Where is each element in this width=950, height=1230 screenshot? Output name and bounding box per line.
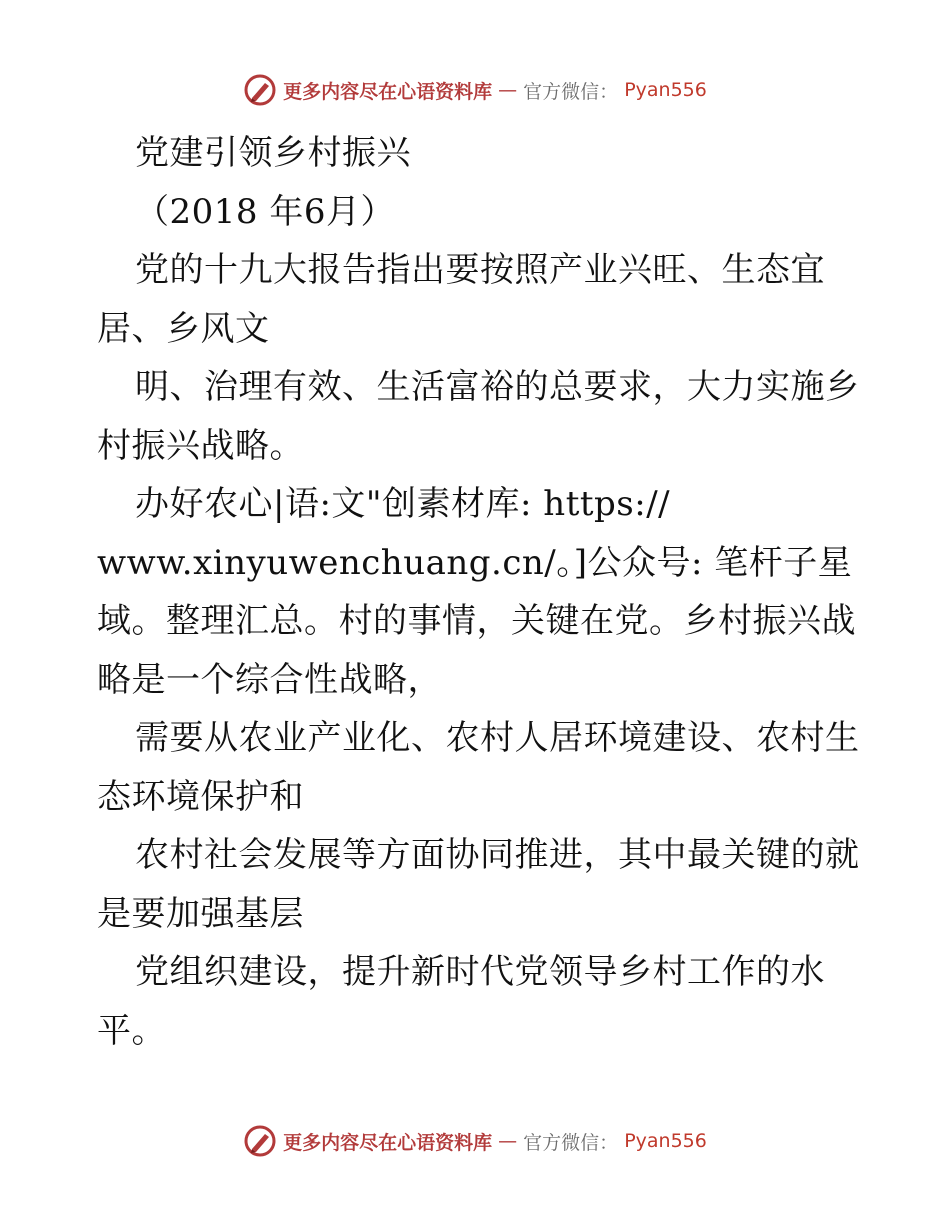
paragraph-line: 党组织建设，提升新时代党领导乡村工作的水 [135, 952, 825, 992]
paragraph-line: 态环境保护和 [97, 776, 304, 817]
paragraph-line: 域。整理汇总。村的事情，关键在党。乡村振兴战 [97, 601, 856, 641]
paragraph-line: 农村社会发展等方面协同推进，其中最关键的就 [135, 835, 860, 875]
paragraph-line: 村振兴战略。 [97, 425, 304, 466]
paragraph-line: 明、治理有效、生活富裕的总要求，大力实施乡 [135, 367, 860, 407]
banner-wechat-id: Pyan556 [624, 79, 707, 101]
banner-title: 更多内容尽在心语资料库 [283, 1131, 493, 1154]
document-title: 党建引领乡村振兴 [135, 133, 411, 173]
document-body [97, 124, 860, 1060]
paragraph-line: www.xinyuwenchuang.cn/。]公众号: 笔杆子星 [97, 542, 853, 583]
banner-wechat-id: Pyan556 [624, 1130, 707, 1152]
banner-wechat-label: 官方微信： [523, 80, 619, 103]
banner-wechat-label: 官方微信： [523, 1131, 619, 1154]
footer-banner [0, 1121, 950, 1161]
paragraph-line: 居、乡风文 [97, 308, 270, 349]
document-date: （2018 年6月） [135, 191, 395, 232]
banner-title: 更多内容尽在心语资料库 [283, 80, 493, 103]
header-banner [0, 70, 950, 110]
paragraph-line: 需要从农业产业化、农村人居环境建设、农村生 [135, 718, 860, 758]
paragraph-line: 略是一个综合性战略， [97, 659, 442, 700]
paragraph-line: 平。 [97, 1010, 166, 1051]
paragraph-line: 是要加强基层 [97, 893, 304, 934]
paragraph-line: 办好农心|语:文"创素材库: https:// [135, 484, 671, 524]
banner-separator: — [498, 79, 518, 101]
pen-in-circle-logo-icon [243, 1124, 277, 1158]
paragraph-line: 党的十九大报告指出要按照产业兴旺、生态宜 [135, 250, 825, 290]
pen-in-circle-logo-icon [243, 73, 277, 107]
banner-separator: — [498, 1130, 518, 1152]
